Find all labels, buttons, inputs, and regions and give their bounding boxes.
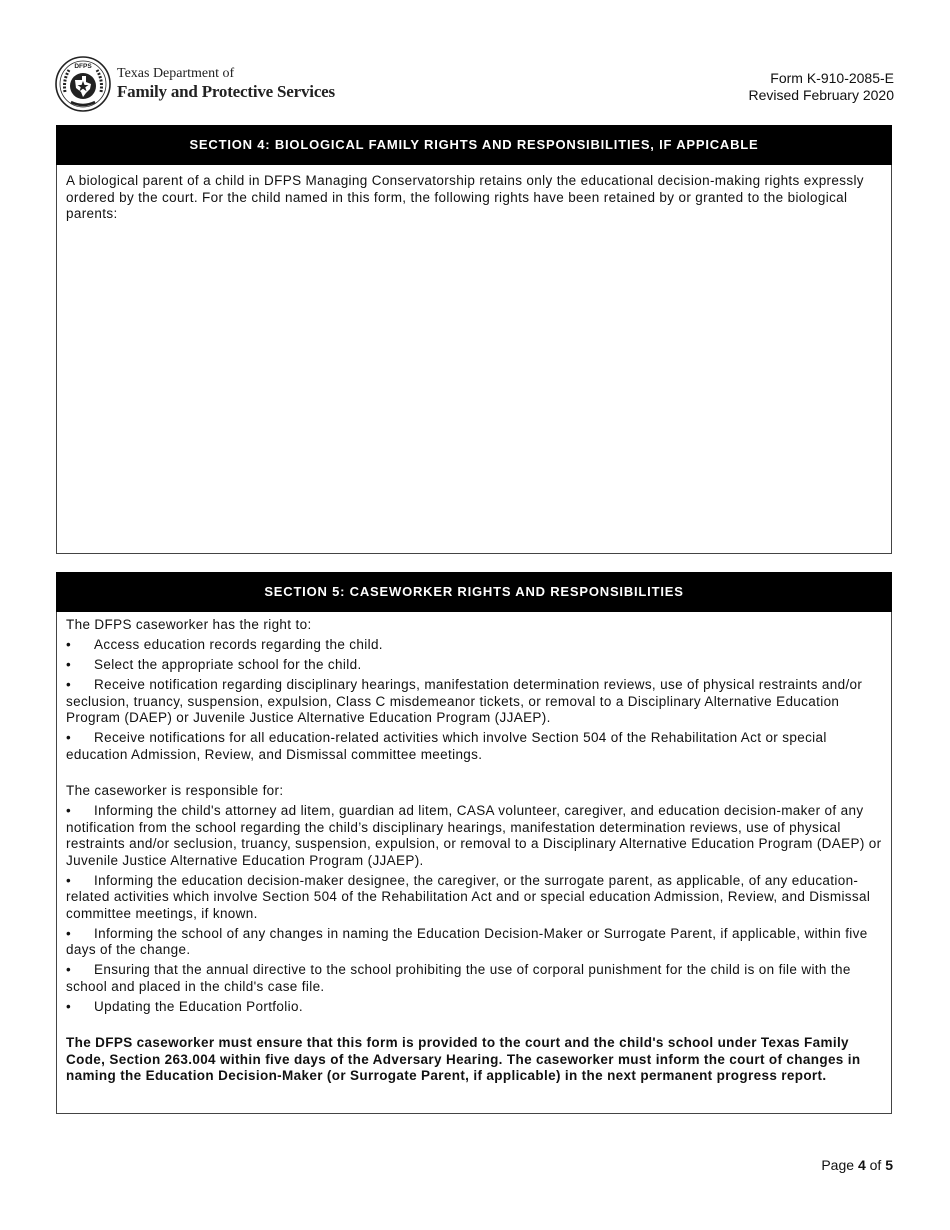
closing-note: The DFPS caseworker must ensure that this form is provided to the court and the child's school under Texas Family Code, Section 263.004 within five days of the Adversary Hearing. The caseworker must inform the court of changes in naming the Education Decision-Maker (or Surrogate Parent, if applicable) in the next permanent progress report. bbox=[66, 1035, 861, 1083]
section-4-intro: A biological parent of a child in DFPS Managing Conservatorship retains only the educational decision-making rights expressly ordered by the court. For the child named in this form, the following rights have been retained by or granted to the biological parents: bbox=[66, 173, 864, 221]
form-number: Form K-910-2085-E bbox=[770, 70, 894, 86]
list-item-text: Receive notification regarding disciplinary hearings, manifestation determination reviews, use of physical restraints and/or seclusion, truancy, suspension, expulsion, Class C misdemeanor tickets, or removal to a Disciplinary Alternative Education Program (DAEP) or Juvenile Justice Alternative Education Program (JJAEP). bbox=[66, 677, 863, 725]
list-item bbox=[66, 727, 882, 764]
rights-intro: The DFPS caseworker has the right to: bbox=[66, 617, 312, 632]
bullet: • bbox=[66, 730, 72, 745]
section-4-biological-family-rights bbox=[56, 125, 892, 554]
list-item-text: Access education records regarding the child. bbox=[94, 637, 383, 652]
list-item-text: Receive notifications for all education-related activities which involve Section 504 of the Rehabilitation Act or special education Admission, Review, and Dismissal committee meetings. bbox=[66, 730, 827, 762]
list-item bbox=[66, 995, 882, 1015]
page-total: 5 bbox=[885, 1157, 893, 1173]
form-identifier bbox=[748, 70, 894, 104]
bullet: • bbox=[66, 657, 72, 672]
section-5-caseworker-rights bbox=[56, 572, 892, 1114]
form-revised-date: Revised February 2020 bbox=[748, 87, 894, 103]
list-item-text: Informing the education decision-maker designee, the caregiver, or the surrogate parent, as applicable, of any education-related activities which involve Section 504 of the Rehabilitation Act and or special education Admission, Review, and Dismissal committee meetings, if known. bbox=[66, 872, 871, 921]
dfps-seal-icon bbox=[55, 56, 111, 112]
list-item bbox=[66, 634, 882, 654]
section-4-title: SECTION 4: BIOLOGICAL FAMILY RIGHTS AND RESPONSIBILITIES, IF APPICABLE bbox=[56, 125, 892, 165]
page-label: Page bbox=[821, 1157, 855, 1173]
agency-logo bbox=[55, 56, 355, 114]
list-item-text: Ensuring that the annual directive to the school prohibiting the use of corporal punishment for the child is on file with the school and placed in the child's case file. bbox=[66, 962, 851, 994]
list-item-text: Informing the school of any changes in naming the Education Decision-Maker or Surrogate Parent, if applicable, within five days of the change. bbox=[66, 925, 868, 957]
list-item bbox=[66, 654, 882, 674]
agency-name bbox=[117, 66, 335, 102]
list-item-text: Select the appropriate school for the child. bbox=[94, 657, 362, 672]
list-item-text: Updating the Education Portfolio. bbox=[94, 998, 303, 1014]
page-number bbox=[821, 1157, 893, 1173]
list-item bbox=[66, 800, 882, 870]
responsibilities-intro: The caseworker is responsible for: bbox=[66, 783, 284, 798]
bullet: • bbox=[66, 998, 72, 1014]
agency-name-line1: Texas Department of bbox=[117, 66, 235, 81]
list-item-text: Informing the child's attorney ad litem, guardian ad litem, CASA volunteer, caregiver, and education decision-maker of any notification from the school regarding the child’s disciplinary hearings, manifestation determination reviews, use of physical restraints and/or seclusion, truancy, suspension, expulsion, or removal to a Disciplinary Alternative Education Program (DAEP) or Juvenile Justice Alternative Education Program (JJAEP). bbox=[66, 803, 882, 868]
agency-name-line2: Family and Protective Services bbox=[117, 82, 335, 101]
section-4-body bbox=[57, 165, 891, 223]
bullet: • bbox=[66, 872, 72, 888]
seal-text: DFPS bbox=[74, 63, 92, 70]
section-5-body bbox=[57, 612, 891, 1085]
bullet: • bbox=[66, 637, 72, 652]
bullet: • bbox=[66, 677, 72, 692]
bullet: • bbox=[66, 962, 72, 977]
page-current: 4 bbox=[857, 1157, 866, 1173]
bullet: • bbox=[66, 925, 72, 941]
list-item bbox=[66, 922, 882, 959]
bullet: • bbox=[66, 803, 72, 818]
list-item bbox=[66, 959, 882, 996]
section-5-title: SECTION 5: CASEWORKER RIGHTS AND RESPONSIBILITIES bbox=[56, 572, 892, 612]
list-item bbox=[66, 869, 882, 922]
page-of: of bbox=[869, 1157, 882, 1173]
list-item bbox=[66, 674, 882, 727]
